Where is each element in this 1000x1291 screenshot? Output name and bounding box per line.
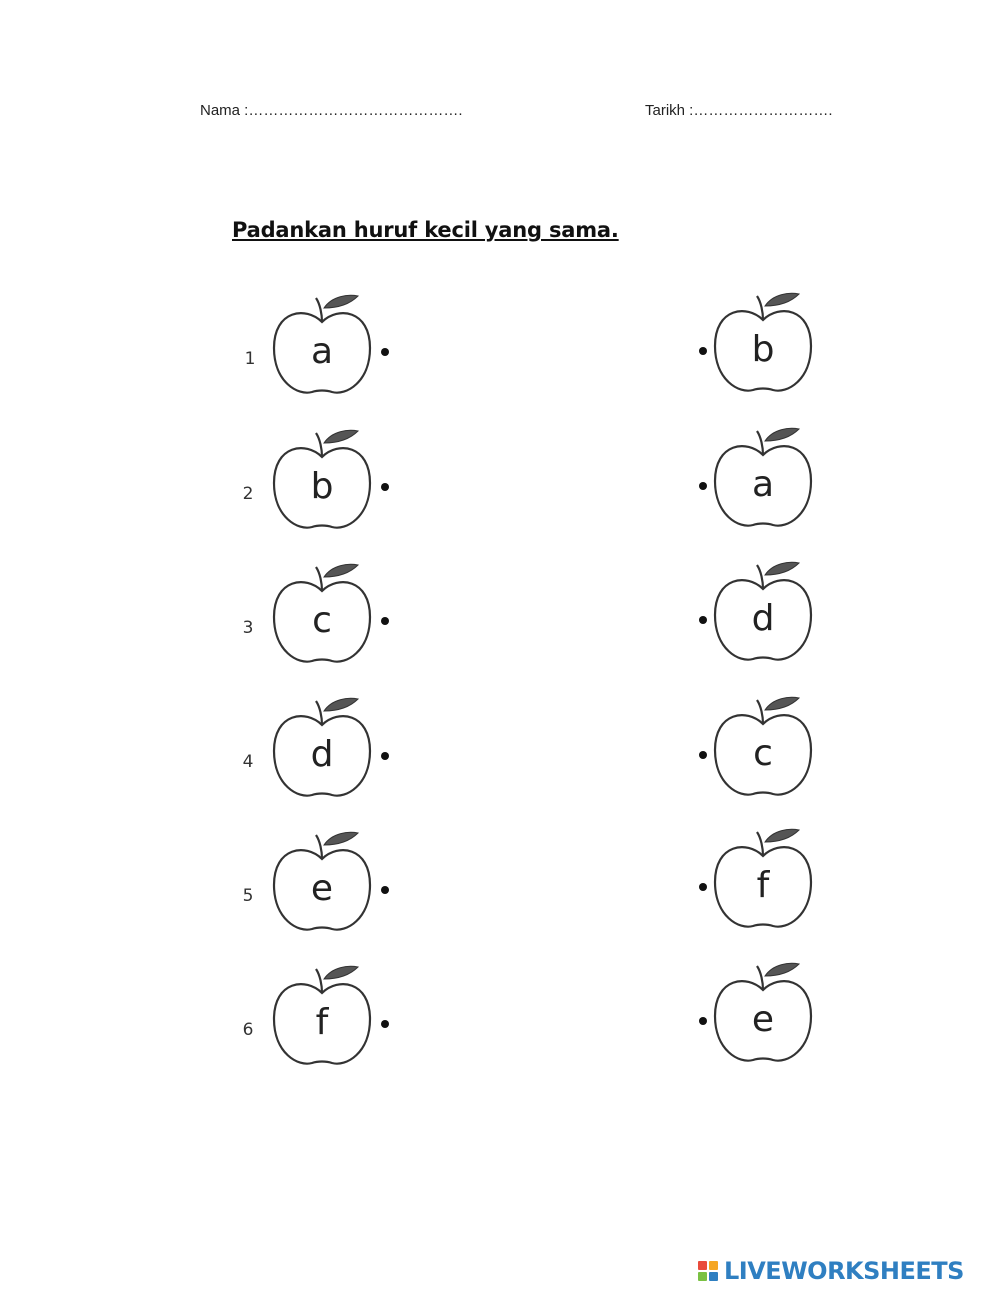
match-dot-right-2[interactable] bbox=[699, 482, 707, 490]
apple-letter: d bbox=[310, 734, 334, 775]
apple-left-5 bbox=[266, 829, 378, 939]
logo-blocks-icon bbox=[698, 1261, 718, 1281]
apple-letter: a bbox=[310, 331, 334, 372]
match-dot-right-4[interactable] bbox=[699, 751, 707, 759]
match-dot-left-3[interactable] bbox=[381, 617, 389, 625]
apple-left-6 bbox=[266, 963, 378, 1073]
apple-letter: d bbox=[751, 598, 775, 639]
name-field-label: Nama :……………………………………. bbox=[200, 102, 463, 119]
match-dot-left-4[interactable] bbox=[381, 752, 389, 760]
apple-right-1 bbox=[707, 290, 819, 400]
logo-block bbox=[709, 1261, 718, 1270]
row-number: 4 bbox=[242, 752, 254, 772]
match-dot-right-5[interactable] bbox=[699, 883, 707, 891]
apple-left-3 bbox=[266, 561, 378, 671]
row-number: 1 bbox=[244, 349, 256, 369]
row-number: 2 bbox=[242, 484, 254, 504]
logo-block bbox=[709, 1272, 718, 1281]
apple-letter: e bbox=[751, 999, 775, 1040]
match-dot-left-1[interactable] bbox=[381, 348, 389, 356]
match-dot-left-2[interactable] bbox=[381, 483, 389, 491]
apple-left-4 bbox=[266, 695, 378, 805]
date-field-label: Tarikh :………………………. bbox=[645, 102, 833, 119]
logo-text: LIVEWORKSHEETS bbox=[724, 1257, 964, 1285]
apple-left-1 bbox=[266, 292, 378, 402]
apple-letter: f bbox=[756, 865, 770, 906]
apple-right-6 bbox=[707, 960, 819, 1070]
match-dot-left-5[interactable] bbox=[381, 886, 389, 894]
match-dot-right-6[interactable] bbox=[699, 1017, 707, 1025]
logo-block bbox=[698, 1272, 707, 1281]
row-number: 5 bbox=[242, 886, 254, 906]
apple-letter: a bbox=[751, 464, 775, 505]
apple-right-4 bbox=[707, 694, 819, 804]
liveworksheets-logo bbox=[698, 1255, 964, 1287]
match-dot-left-6[interactable] bbox=[381, 1020, 389, 1028]
apple-right-2 bbox=[707, 425, 819, 535]
apple-right-5 bbox=[707, 826, 819, 936]
match-dot-right-3[interactable] bbox=[699, 616, 707, 624]
apple-left-2 bbox=[266, 427, 378, 537]
row-number: 6 bbox=[242, 1020, 254, 1040]
logo-block bbox=[698, 1261, 707, 1270]
apple-right-3 bbox=[707, 559, 819, 669]
apple-letter: b bbox=[310, 466, 334, 507]
match-dot-right-1[interactable] bbox=[699, 347, 707, 355]
worksheet-instruction: Padankan huruf kecil yang sama. bbox=[232, 218, 619, 242]
apple-letter: c bbox=[312, 600, 332, 641]
apple-letter: f bbox=[315, 1002, 329, 1043]
row-number: 3 bbox=[242, 618, 254, 638]
apple-letter: e bbox=[310, 868, 334, 909]
apple-letter: c bbox=[753, 733, 773, 774]
apple-letter: b bbox=[751, 329, 775, 370]
